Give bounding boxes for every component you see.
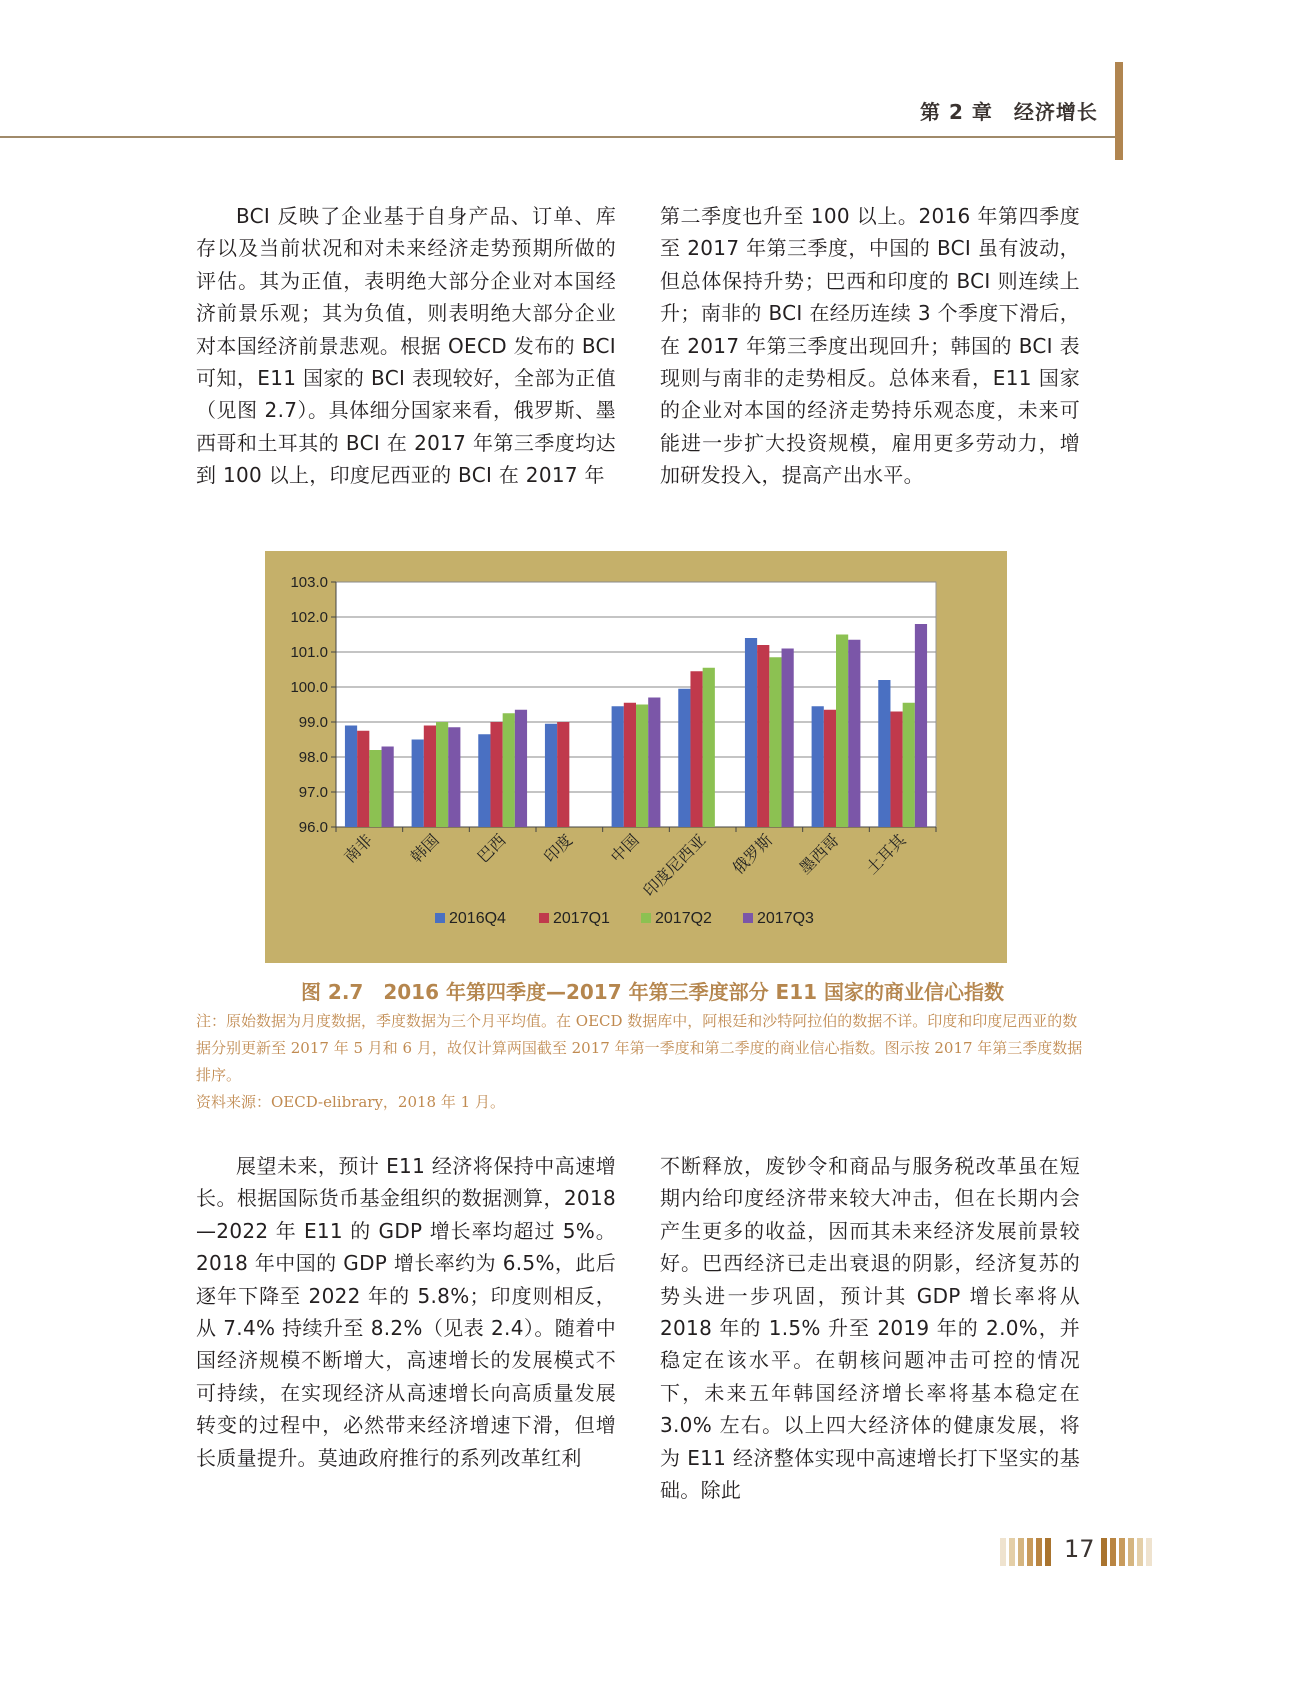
bar [448, 727, 460, 827]
bar [478, 734, 490, 827]
x-tick-label: 南非 [340, 830, 377, 867]
bar [890, 712, 902, 828]
legend-swatch [743, 913, 753, 923]
bar [757, 645, 769, 827]
bar [648, 698, 660, 828]
y-tick-label: 102.0 [290, 609, 328, 626]
bar [557, 722, 569, 827]
figure-source: 资料来源：OECD-elibrary，2018 年 1 月。 [196, 1093, 505, 1111]
page-number-decoration-left [1000, 1538, 1051, 1566]
bar [690, 671, 702, 827]
bar [490, 722, 502, 827]
text-column-1 [196, 200, 616, 492]
text-column-3 [196, 1150, 616, 1474]
x-tick-label: 俄罗斯 [728, 830, 777, 878]
text-column-2 [660, 200, 1080, 492]
bar [745, 638, 757, 827]
bar [424, 726, 436, 828]
bar [848, 640, 860, 827]
x-tick-label: 土耳其 [862, 830, 910, 878]
bar [436, 722, 448, 827]
paragraph: 第二季度也升至 100 以上。2016 年第四季度至 2017 年第三季度，中国的 BCI 虽有波动，但总体保持升势；巴西和印度的 BCI 则连续上升；南非的 BCI 在经历连续 3 个季度下滑后，在 2017 年第三季度出现回升；韩国的 BCI 表现则与南非的走势相反。总体来看，E11 国家的企业对本国的经济走势持乐观态度，未来可能进一步扩大投资规模，雇用更多劳动力，增加研发投入，提高产出水平。 [660, 204, 1080, 488]
x-tick-label: 韩国 [406, 830, 443, 867]
bar [345, 726, 357, 828]
figure-note: 注：原始数据为月度数据，季度数据为三个月平均值。在 OECD 数据库中，阿根廷和沙特阿拉伯的数据不详。印度和印度尼西亚的数据分别更新至 2017 年 5 月和 6 月，故仅计算两国截至 2017 年第一季度和第二季度的商业信心指数。图示按 2017 年第三季度数据排序。 [196, 1012, 1083, 1084]
y-tick-label: 97.0 [298, 784, 328, 801]
page-number-decoration-right [1101, 1538, 1152, 1566]
y-tick-label: 100.0 [290, 679, 328, 696]
x-tick-label: 印度 [540, 830, 577, 867]
bci-bar-chart [265, 551, 1007, 963]
y-tick-label: 99.0 [298, 714, 328, 731]
bar [878, 680, 890, 827]
bar [515, 710, 527, 827]
paragraph: 不断释放，废钞令和商品与服务税改革虽在短期内给印度经济带来较大冲击，但在长期内会产生更多的收益，因而其未来经济发展前景较好。巴西经济已走出衰退的阴影，经济复苏的势头进一步巩固，预计其 GDP 增长率将从 2018 年的 1.5% 升至 2019 年的 2.0%，并稳定在该水平。在朝核问题冲击可控的情况下，未来五年韩国经济增长率将基本稳定在 3.0% 左右。以上四大经济体的健康发展，将为 E11 经济整体实现中高速增长打下坚实的基础。除此 [660, 1154, 1080, 1503]
paragraph: 展望未来，预计 E11 经济将保持中高速增长。根据国际货币基金组织的数据测算，2018—2022 年 E11 的 GDP 增长率均超过 5%。2018 年中国的 GDP 增长率约为 6.5%，此后逐年下降至 2022 年的 5.8%；印度则相反，从 7.4% 持续升至 8.2%（见表 2.4）。随着中国经济规模不断增大，高速增长的发展模式不可持续，在实现经济从高速增长向高质量发展转变的过程中，必然带来经济增速下滑，但增长质量提升。莫迪政府推行的系列改革红利 [196, 1154, 616, 1470]
y-tick-label: 98.0 [298, 749, 328, 766]
y-tick-label: 96.0 [298, 819, 328, 836]
x-tick-label: 中国 [606, 830, 643, 867]
page-number: 17 [1064, 1535, 1095, 1563]
bar [624, 703, 636, 827]
bar [382, 747, 394, 828]
bar [915, 624, 927, 827]
text-column-4 [660, 1150, 1080, 1506]
bar [503, 713, 515, 827]
y-tick-label: 103.0 [290, 574, 328, 591]
legend-swatch [539, 913, 549, 923]
bar [703, 668, 715, 827]
bar [782, 649, 794, 828]
bar [357, 731, 369, 827]
bar [412, 740, 424, 828]
bar [369, 750, 381, 827]
bar [636, 705, 648, 828]
bar [824, 710, 836, 827]
figure-caption: 图 2.7 2016 年第四季度—2017 年第三季度部分 E11 国家的商业信心指数 [300, 980, 1005, 1004]
bar [545, 724, 557, 827]
x-tick-label: 印度尼西亚 [639, 830, 710, 901]
bar [812, 706, 824, 827]
chapter-title: 第 2 章 经济增长 [920, 100, 1098, 124]
bar [678, 689, 690, 827]
paragraph: BCI 反映了企业基于自身产品、订单、库存以及当前状况和对未来经济走势预期所做的评估。其为正值，表明绝大部分企业对本国经济前景乐观；其为负值，则表明绝大部分企业对本国经济前景悲观。根据 OECD 发布的 BCI 可知，E11 国家的 BCI 表现较好，全部为正值（见图 2.7）。具体细分国家来看，俄罗斯、墨西哥和土耳其的 BCI 在 2017 年第三季度均达到 100 以上，印度尼西亚的 BCI 在 2017 年 [196, 204, 616, 488]
chart-canvas [265, 551, 1007, 963]
legend-swatch [641, 913, 651, 923]
bar [612, 706, 624, 827]
legend-label: 2017Q2 [655, 910, 712, 927]
bar [769, 657, 781, 827]
y-tick-label: 101.0 [290, 644, 328, 661]
figure-notes [196, 1008, 1086, 1116]
header-rule [0, 136, 1120, 138]
legend-label: 2017Q1 [553, 910, 610, 927]
bar [903, 703, 915, 827]
legend-swatch [435, 913, 445, 923]
bar [836, 635, 848, 828]
x-tick-label: 巴西 [473, 830, 510, 867]
header-accent-bar [1115, 62, 1123, 160]
legend-label: 2016Q4 [449, 910, 506, 927]
x-tick-label: 墨西哥 [795, 830, 843, 878]
legend-label: 2017Q3 [757, 910, 814, 927]
